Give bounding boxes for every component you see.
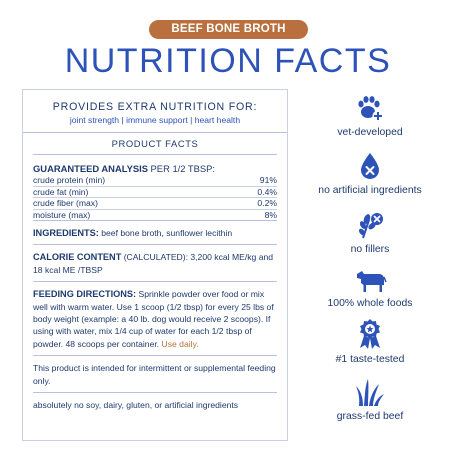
feeding-block (33, 282, 277, 356)
feeding-text: Sprinkle powder over food or mix well with warm water. Use 1 scoop (1/2 tbsp) for every 25 lbs of body weight (example: a 40 lb. dog would receive 2 scoops). If using with water, mix 1/4 cup of water for each 1/2 tbsp of powder. 48 scoops per container. (33, 289, 274, 349)
paw-plus-icon (355, 93, 385, 123)
ga-label: GUARANTEED ANALYSIS (33, 163, 148, 174)
ingredients-text: beef bone broth, sunflower lecithin (98, 228, 233, 238)
feature-label: no fillers (350, 244, 390, 255)
feature-label: #1 taste-tested (335, 354, 405, 365)
feature-whole-foods (288, 268, 452, 309)
product-facts-title: PRODUCT FACTS (111, 138, 199, 149)
guaranteed-analysis-heading (33, 163, 277, 175)
ga-row (33, 198, 277, 210)
ga-row-name: crude protein (min) (33, 175, 106, 185)
exclusions-note: absolutely no soy, dairy, gluten, or artificial ingredients (33, 400, 239, 411)
nutrition-panel (22, 89, 288, 441)
calorie-label: CALORIE CONTENT (33, 252, 122, 263)
ga-row (33, 187, 277, 199)
ingredients-block (33, 221, 277, 245)
ga-row-value: 91% (259, 175, 277, 185)
feature-label: no artificial ingredients (318, 185, 422, 196)
drop-x-icon (358, 151, 382, 181)
ga-row-name: crude fiber (max) (33, 198, 98, 208)
feature-label: vet-developed (337, 127, 403, 138)
ga-row-name: moisture (max) (33, 209, 91, 220)
feature-taste-tested (288, 318, 452, 365)
feeding-accent: Use daily. (161, 338, 199, 349)
feature-label: grass-fed beef (336, 411, 404, 422)
calorie-text: (CALCULATED): 3,200 kcal ME/kg and 18 kcal ME /TBSP (33, 252, 274, 275)
ga-row (33, 175, 277, 187)
intermittent-note: This product is intended for intermittent or supplemental feeding only. (33, 356, 277, 393)
grain-x-icon (355, 210, 385, 240)
page-title: NUTRITION FACTS (64, 42, 392, 80)
feeding-label: FEEDING DIRECTIONS: (33, 289, 137, 300)
ga-per: PER 1/2 TBSP: (147, 163, 215, 174)
ga-row-value: 8% (264, 209, 277, 220)
calorie-block (33, 245, 277, 282)
divider (33, 154, 277, 155)
feature-label: 100% whole foods (327, 298, 413, 309)
ga-row-value: 0.4% (257, 186, 277, 197)
feature-vet-developed (288, 93, 452, 138)
ga-row-value: 0.2% (257, 198, 277, 208)
feature-no-artificial (288, 151, 452, 196)
feature-grass-fed (288, 377, 452, 422)
ga-row-name: crude fat (min) (33, 186, 89, 197)
product-badge: BEEF BONE BROTH (149, 20, 308, 39)
provides-title: PROVIDES EXTRA NUTRITION FOR: (52, 101, 258, 113)
provides-subtitle: joint strength | immune support | heart health (69, 115, 241, 125)
award-ribbon-icon (357, 318, 383, 350)
cow-icon (353, 268, 387, 294)
ingredients-label: INGREDIENTS: (33, 228, 99, 238)
ga-row (33, 210, 277, 222)
grass-icon (355, 377, 385, 407)
feature-no-fillers (288, 210, 452, 255)
